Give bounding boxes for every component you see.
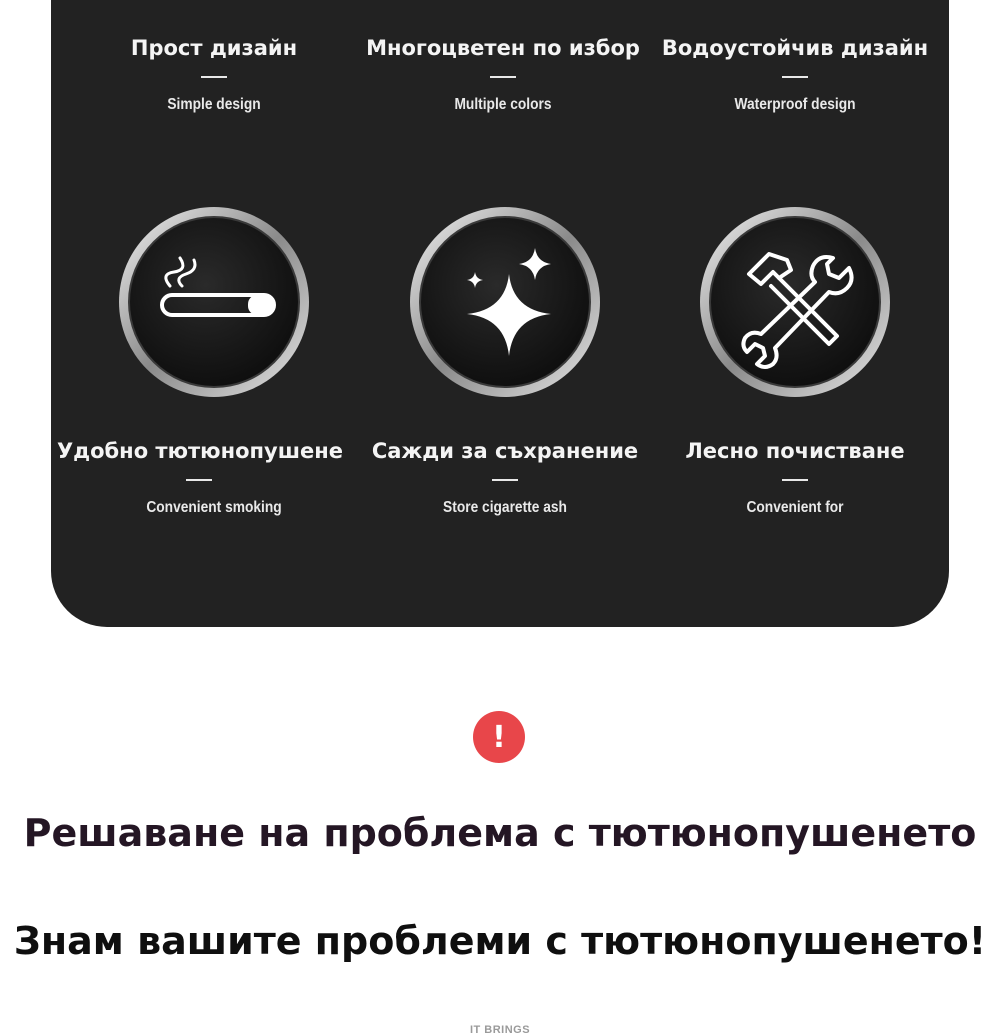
know-problems-heading: Знам вашите проблеми с тютюнопушенето! <box>13 919 987 963</box>
feature-simple-design <box>64 35 364 114</box>
feature-subtitle: Store cigarette ash <box>443 499 567 516</box>
feature-title: Сажди за съхранение <box>371 439 639 463</box>
feature-title: Водоустойчив дизайн <box>661 36 929 60</box>
problem-heading: Решаване на проблема с тютюнопушенето <box>23 811 977 855</box>
sparkle-icon <box>409 206 601 398</box>
feature-subtitle: Simple design <box>167 96 261 113</box>
cigarette-icon-badge <box>118 206 310 398</box>
exclamation-icon <box>473 711 525 763</box>
feature-title: Лесно почистване <box>685 439 905 463</box>
divider <box>492 479 518 481</box>
sparkle-icon-badge <box>409 206 601 398</box>
feature-multiple-colors <box>353 35 653 114</box>
feature-title: Удобно тютюнопушене <box>56 439 344 463</box>
divider <box>782 76 808 78</box>
feature-easy-cleaning <box>645 438 945 517</box>
feature-store-ash <box>355 438 655 517</box>
feature-title: Прост дизайн <box>130 36 298 60</box>
feature-waterproof-design <box>645 35 945 114</box>
tools-icon-badge <box>699 206 891 398</box>
feature-title: Многоцветен по избор <box>366 36 640 60</box>
feature-subtitle: Convenient for <box>746 499 844 516</box>
tools-icon <box>699 206 891 398</box>
feature-subtitle: Convenient smoking <box>146 499 282 516</box>
feature-subtitle: Waterproof design <box>734 96 856 113</box>
divider <box>201 76 227 78</box>
divider <box>782 479 808 481</box>
exclamation-symbol: ! <box>492 720 506 755</box>
footer-fragment: IT BRINGS <box>469 1024 531 1036</box>
divider <box>186 479 212 481</box>
feature-subtitle: Multiple colors <box>454 96 552 113</box>
divider <box>490 76 516 78</box>
feature-convenient-smoking <box>50 438 350 517</box>
cigarette-icon <box>118 206 310 398</box>
